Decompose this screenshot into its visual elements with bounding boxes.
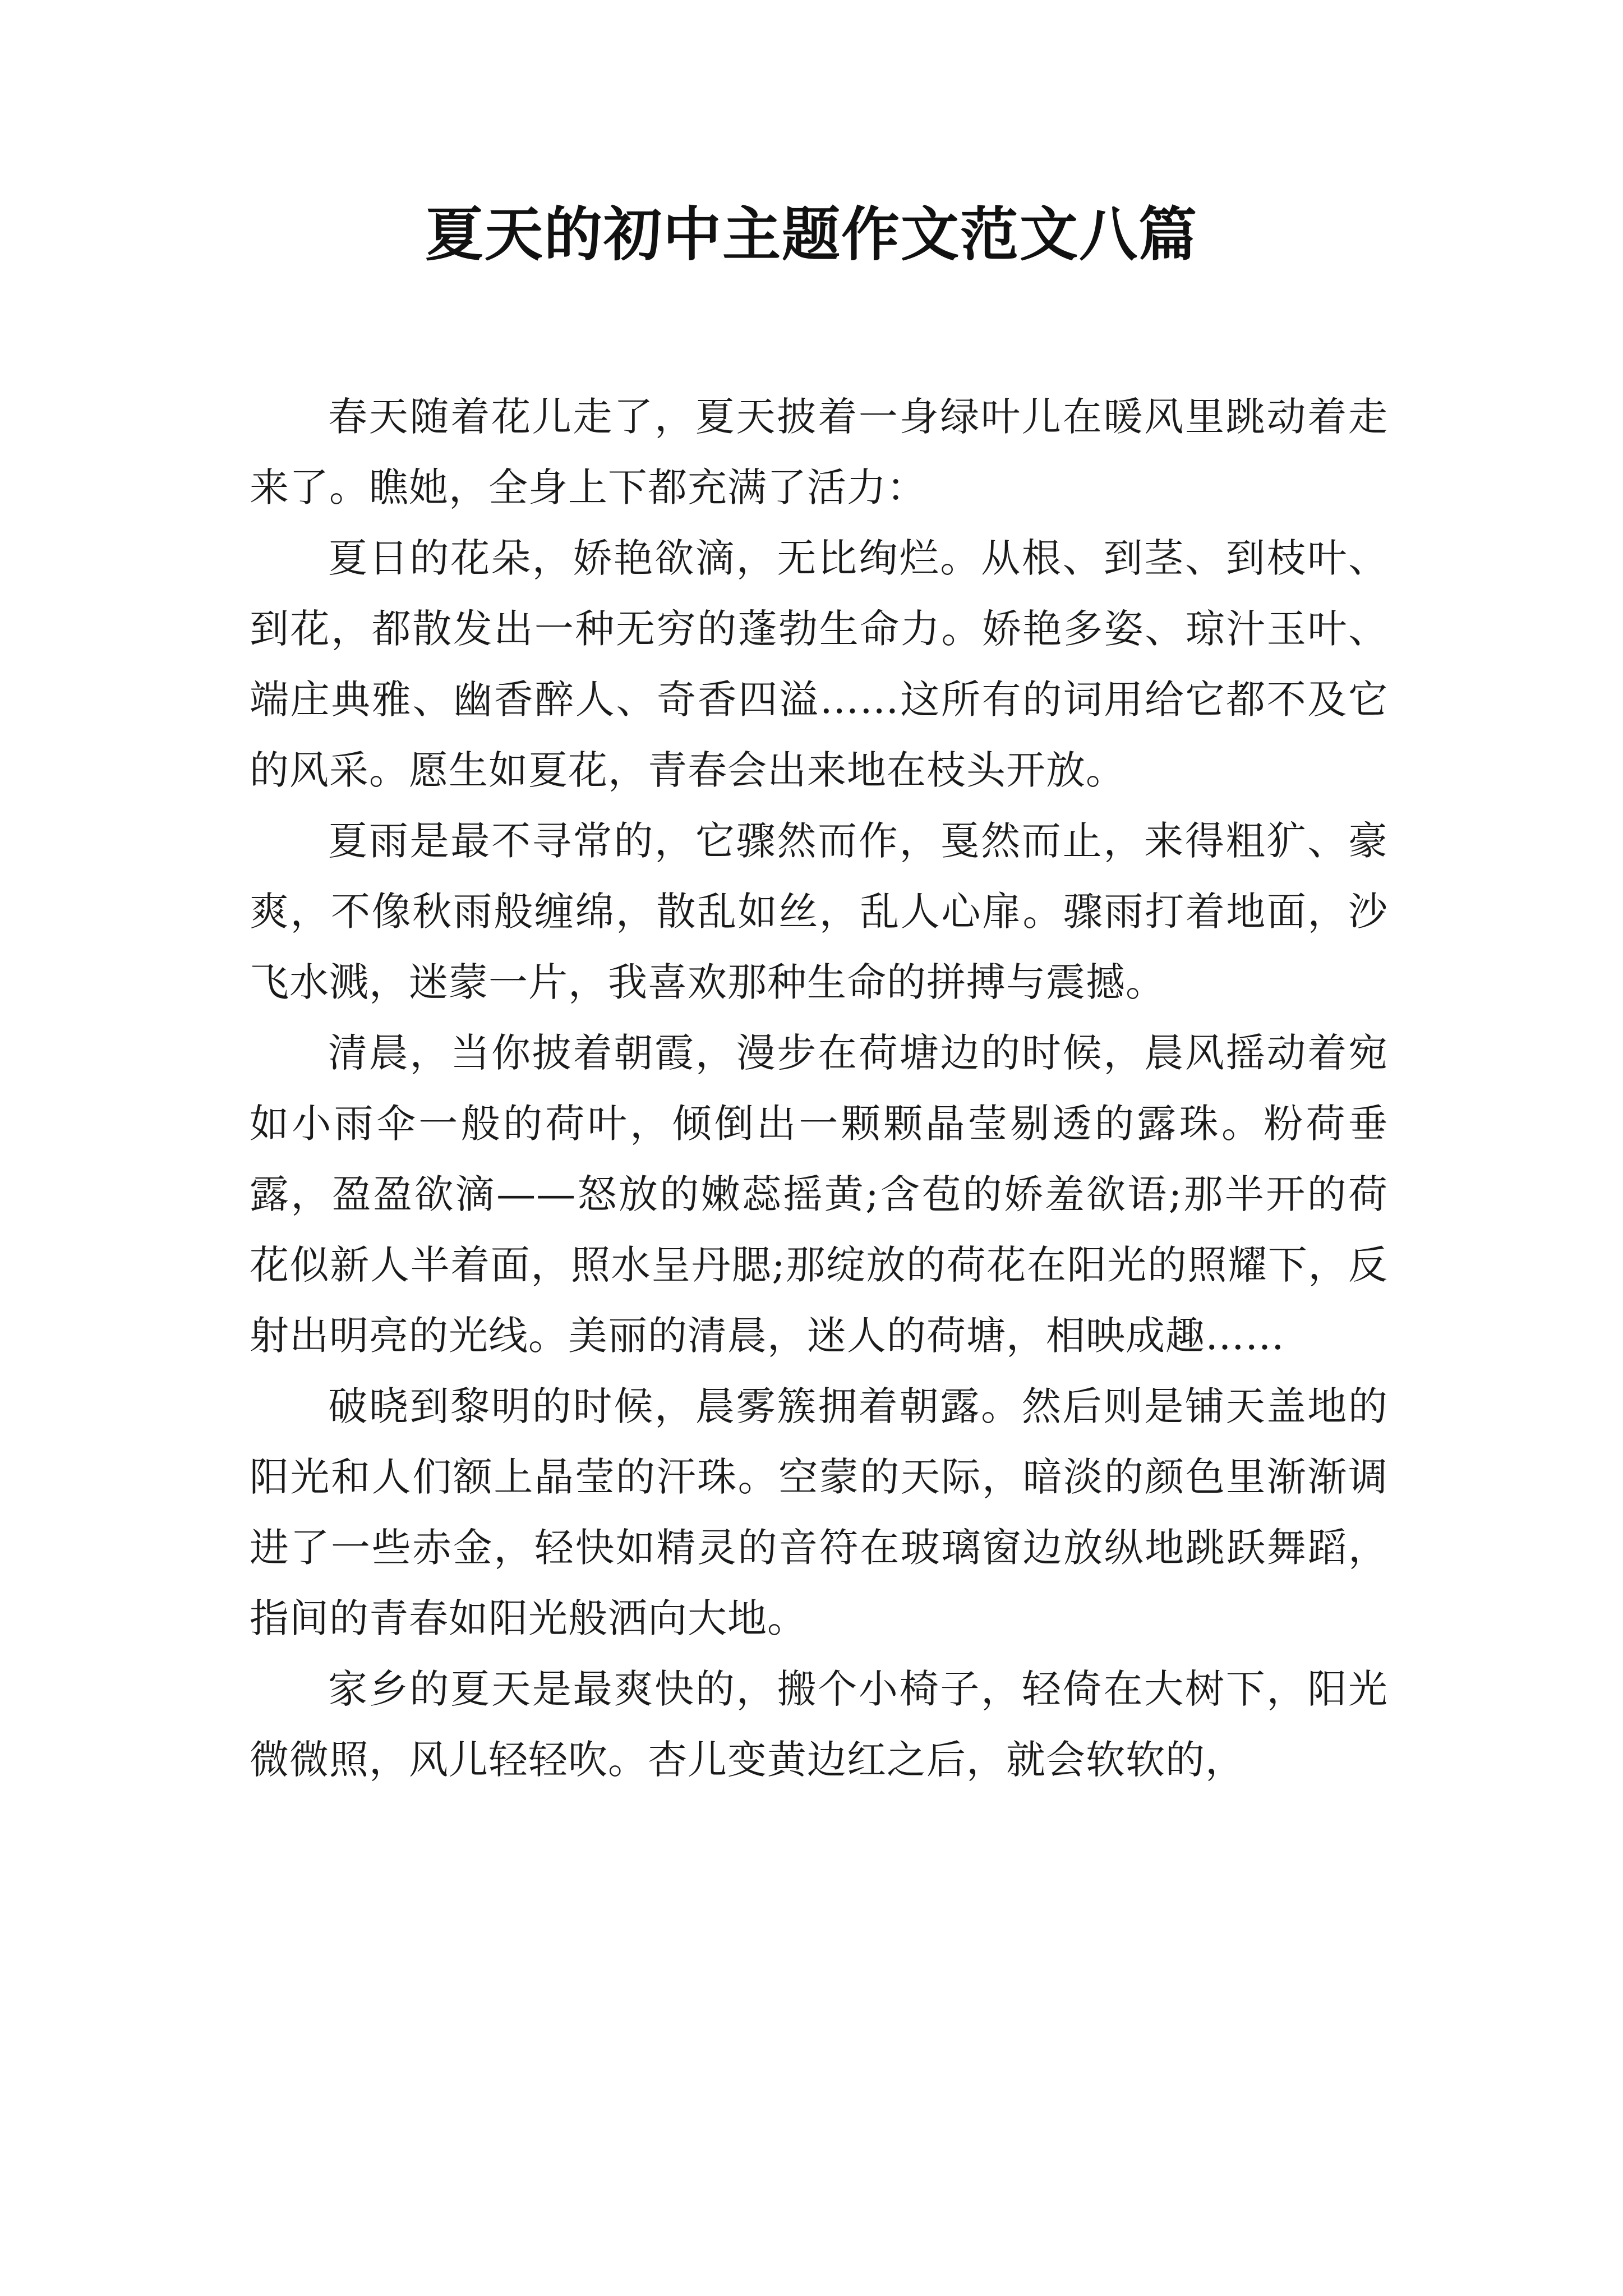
document-body bbox=[250, 381, 1388, 1795]
paragraph: 家乡的夏天是最爽快的，搬个小椅子，轻倚在大树下，阳光微微照，风儿轻轻吹。杏儿变黄边红之后，就会软软的， bbox=[250, 1666, 1388, 1783]
paragraph: 夏雨是最不寻常的，它骤然而作，戛然而止，来得粗犷、豪爽，不像秋雨般缠绵，散乱如丝，乱人心扉。骤雨打着地面，沙飞水溅，迷蒙一片，我喜欢那种生命的拼搏与震撼。 bbox=[250, 818, 1388, 1005]
paragraph: 破晓到黎明的时候，晨雾簇拥着朝露。然后则是铺天盖地的阳光和人们额上晶莹的汗珠。空蒙的天际，暗淡的颜色里渐渐调进了一些赤金，轻快如精灵的音符在玻璃窗边放纵地跳跃舞蹈，指间的青春如阳光般洒向大地。 bbox=[250, 1383, 1388, 1641]
document-title: 夏天的初中主题作文范文八篇 bbox=[425, 200, 1198, 269]
paragraph: 春天随着花儿走了，夏天披着一身绿叶儿在暖风里跳动着走来了。瞧她，全身上下都充满了活力： bbox=[250, 394, 1388, 510]
paragraph: 夏日的花朵，娇艳欲滴，无比绚烂。从根、到茎、到枝叶、到花，都散发出一种无穷的蓬勃生命力。娇艳多姿、琼汁玉叶、端庄典雅、幽香醉人、奇香四溢……这所有的词用给它都不及它的风采。愿生如夏花，青春会出来地在枝头开放。 bbox=[250, 535, 1388, 793]
paragraph: 清晨，当你披着朝霞，漫步在荷塘边的时候，晨风摇动着宛如小雨伞一般的荷叶，倾倒出一颗颗晶莹剔透的露珠。粉荷垂露，盈盈欲滴——怒放的嫩蕊摇黄;含苞的娇羞欲语;那半开的荷花似新人半着面，照水呈丹腮;那绽放的荷花在阳光的照耀下，反射出明亮的光线。美丽的清晨，迷人的荷塘，相映成趣…… bbox=[250, 1030, 1388, 1359]
